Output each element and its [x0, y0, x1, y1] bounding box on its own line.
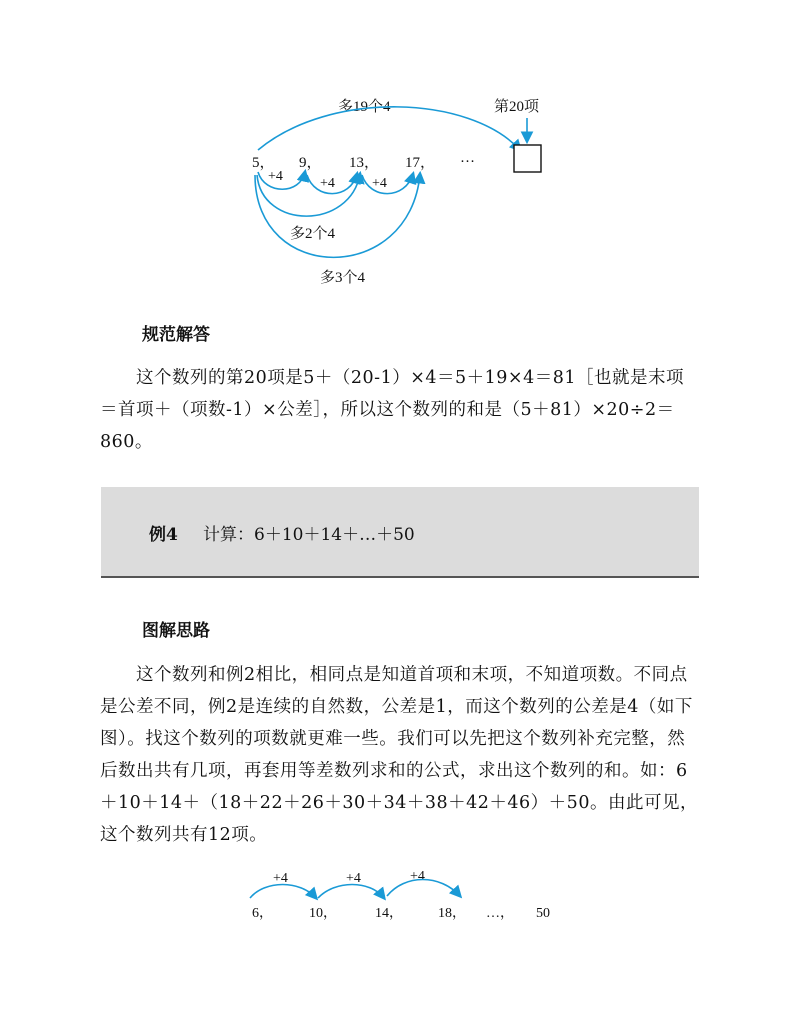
term-ellipsis: … — [460, 150, 475, 166]
target-box — [514, 145, 541, 172]
step-label-2: +4 — [320, 176, 335, 191]
target-label: 第20项 — [494, 99, 540, 115]
section-heading-solution: 规范解答 — [142, 325, 210, 345]
term2-50: 50 — [536, 906, 550, 921]
term2-18: 18， — [438, 906, 466, 921]
arc-3x4 — [255, 174, 420, 257]
arc-label-3x4: 多3个4 — [320, 270, 366, 286]
step2-arc-1 — [250, 885, 316, 899]
step2-label-2: +4 — [346, 871, 361, 886]
term2-14: 14， — [375, 906, 403, 921]
term-5: 5， — [252, 155, 275, 171]
arc-label-2x4: 多2个4 — [290, 226, 336, 242]
step-label-3: +4 — [372, 176, 387, 191]
step-label-1: +4 — [268, 169, 283, 184]
solution-text: 这个数列的第20项是5＋（20-1）×4＝5＋19×4＝81［也就是末项＝首项＋（项数-1）×公差］，所以这个数列的和是（5＋81）×20÷2＝860。 — [100, 368, 684, 452]
term2-10: 10， — [309, 906, 337, 921]
term2-6: 6， — [252, 906, 273, 921]
step2-arc-3 — [387, 880, 460, 897]
example-label: 例4 — [149, 525, 178, 545]
term-17: 17， — [405, 155, 436, 171]
step2-label-1: +4 — [273, 871, 288, 886]
analysis-text: 这个数列和例2相比，相同点是知道首项和末项，不知道项数。不同点是公差不同，例2是连续的自然数，公差是1，而这个数列的公差是4（如下图）。找这个数列的项数就更难一些。我们可以先把这个数列补充完整，然后数出共有几项，再套用等差数列求和的公式，求出这个数列的和。如：6＋10＋14＋（18＋22＋26＋30＋34＋38＋42＋46）＋50。由此可见，这个数列共有12项。 — [100, 665, 698, 845]
example-box — [101, 487, 699, 578]
sequence-diagram-top — [0, 0, 800, 300]
term-13: 13， — [349, 155, 380, 171]
section-heading-analysis: 图解思路 — [142, 621, 210, 641]
top-arc-label: 多19个4 — [338, 99, 391, 115]
step-arc-3 — [362, 174, 413, 194]
term2-ellipsis: …， — [486, 906, 514, 921]
solution-paragraph — [100, 362, 700, 458]
step2-arc-2 — [318, 885, 384, 899]
example-text: 计算：6＋10＋14＋…＋50 — [203, 525, 415, 545]
term-9: 9， — [299, 155, 322, 171]
analysis-paragraph — [100, 659, 700, 851]
step2-label-3: +4 — [410, 869, 425, 884]
